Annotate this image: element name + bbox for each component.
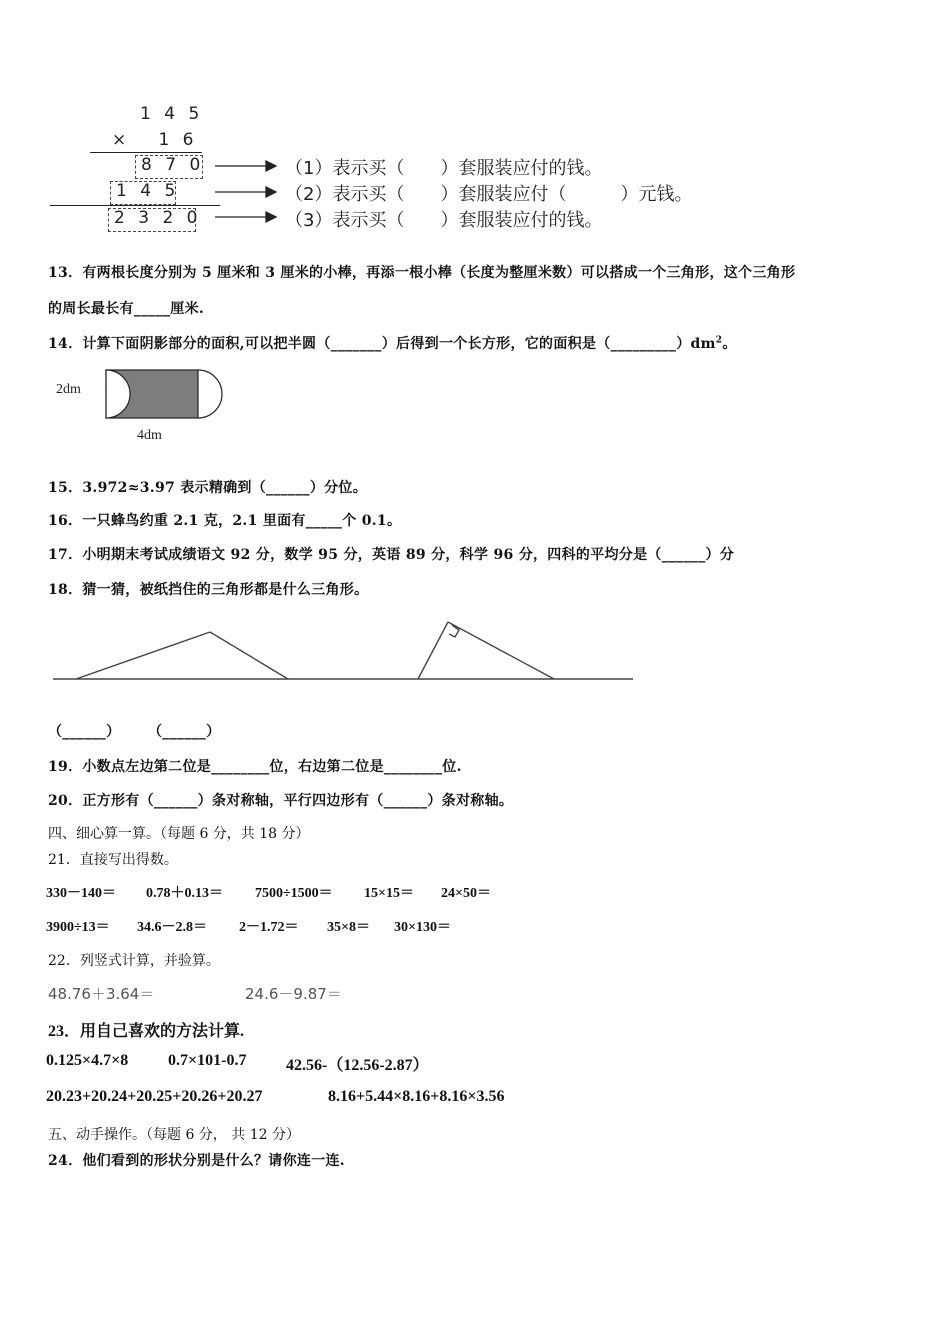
question-18-blank-1: （______） — [48, 724, 121, 740]
question-14-end: 。 — [722, 336, 737, 352]
label-width: 4dm — [137, 428, 162, 443]
q21-row1-item3: 7500÷1500＝ — [255, 886, 333, 901]
q23-row1-item1: 0.125×4.7×8 — [46, 1052, 129, 1069]
hidden-triangles-figure — [0, 610, 650, 690]
q23-row1-item3: 42.56-（12.56-2.87） — [286, 1057, 429, 1074]
unit-superscript: 2 — [715, 335, 723, 346]
q22-expression-1: 48.76＋3.64＝ — [48, 985, 155, 1003]
section-5-heading: 五、动手操作。（每题 6 分， 共 12 分） — [48, 1127, 300, 1143]
q21-row2-item4: 35×8＝ — [327, 920, 370, 935]
question-16: 16．一只蜂鸟约重 2.1 克，2.1 里面有_____个 0.1。 — [48, 513, 402, 529]
question-22-title: 22．列竖式计算，并验算。 — [48, 953, 220, 969]
q21-row1-item4: 15×15＝ — [364, 886, 414, 901]
multiplier: × 1 6 — [112, 130, 198, 150]
question-24: 24．他们看到的形状分别是什么？请你连一连. — [48, 1153, 345, 1169]
q22-expression-2: 24.6－9.87＝ — [245, 985, 342, 1003]
question-15: 15．3.972≈3.97 表示精确到（______）分位。 — [48, 480, 368, 496]
q23-row1-item2: 0.7×101-0.7 — [168, 1052, 247, 1069]
label-height: 2dm — [56, 382, 81, 397]
question-21-title: 21．直接写出得数。 — [48, 852, 178, 868]
final-product: 2 3 2 0 — [114, 208, 202, 228]
q23-row2-item2: 8.16+5.44×8.16+8.16×3.56 — [328, 1088, 505, 1105]
multiplicand: 1 4 5 — [140, 104, 204, 124]
question-14-text: 14．计算下面阴影部分的面积,可以把半圆（_______）后得到一个长方形，它的面积是（_________）dm — [48, 336, 716, 352]
partial-product-1: 8 7 0 — [141, 155, 205, 175]
annotation-1: （1）表示买（ ）套服装应付的钱。 — [285, 158, 603, 179]
q23-row2-item1: 20.23+20.24+20.25+20.26+20.27 — [46, 1088, 263, 1105]
question-23-title: 23．用自己喜欢的方法计算. — [48, 1023, 245, 1040]
question-18-blank-2: （______） — [148, 724, 221, 740]
annotation-2: （2）表示买（ ）套服装应付（ ）元钱。 — [285, 184, 693, 205]
question-13-line-1: 13．有两根长度分别为 5 厘米和 3 厘米的小棒，再添一根小棒（长度为整厘米数）可以搭成一个三角形，这个三角形 — [48, 265, 796, 281]
section-4-heading: 四、细心算一算。（每题 6 分，共 18 分） — [48, 826, 310, 842]
question-19: 19．小数点左边第二位是________位，右边第二位是________位. — [48, 759, 462, 775]
annotation-3: （3）表示买（ ）套服装应付的钱。 — [285, 210, 603, 231]
q21-row1-item5: 24×50＝ — [441, 886, 491, 901]
question-17: 17．小明期末考试成绩语文 92 分，数学 95 分，英语 89 分，科学 96 分，四科的平均分是（______）分 — [48, 547, 735, 563]
q21-row1-item2: 0.78＋0.13＝ — [146, 886, 223, 901]
partial-product-2: 1 4 5 — [116, 181, 180, 201]
q21-row2-item5: 30×130＝ — [394, 920, 451, 935]
q21-row2-item3: 2－1.72＝ — [239, 920, 299, 935]
half-circle-rectangle-figure — [100, 366, 230, 426]
question-18: 18．猜一猜，被纸挡住的三角形都是什么三角形。 — [48, 582, 369, 598]
q21-row2-item1: 3900÷13＝ — [46, 920, 110, 935]
arrows — [0, 0, 300, 240]
q21-row1-item1: 330－140＝ — [46, 886, 116, 901]
question-13-line-2: 的周长最长有_____厘米. — [48, 301, 205, 317]
q21-row2-item2: 34.6－2.8＝ — [137, 920, 207, 935]
question-20: 20．正方形有（______）条对称轴，平行四边形有（______）条对称轴。 — [48, 793, 514, 809]
question-14 — [48, 333, 737, 353]
